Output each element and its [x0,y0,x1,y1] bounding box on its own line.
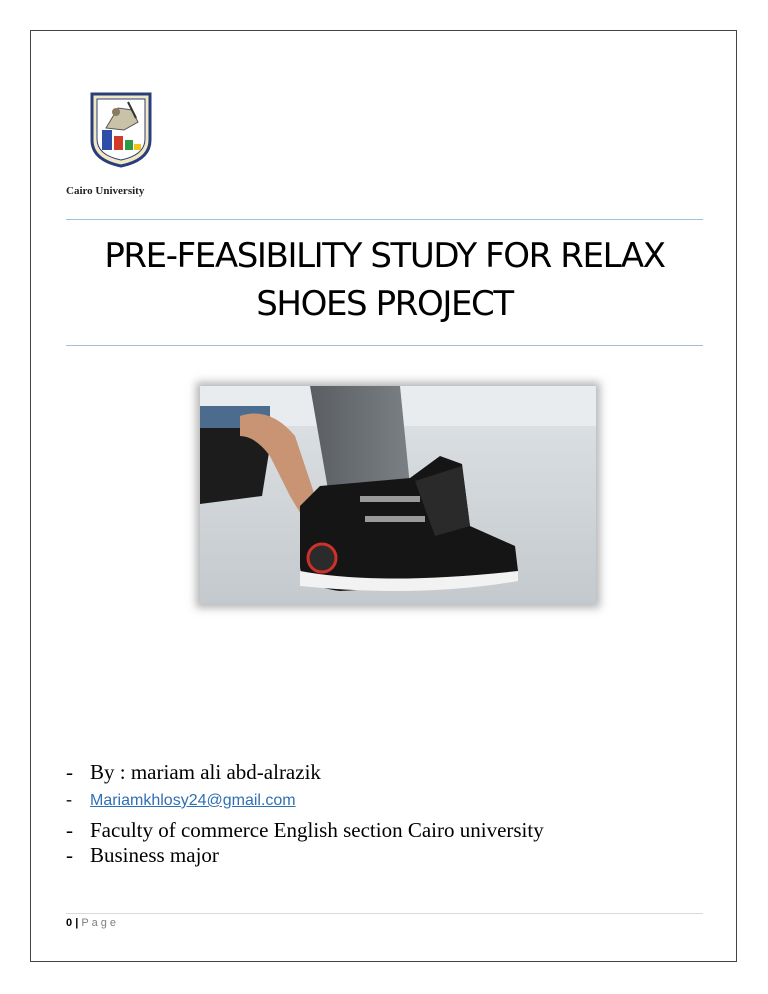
university-seal-icon [88,90,154,168]
bullet-dash: - [66,760,73,784]
title-line-2: SHOES PROJECT [256,284,513,324]
title-rule-top [66,219,703,220]
email-row [66,789,706,810]
bullet-dash: - [66,789,72,809]
footer-separator: | [75,917,79,929]
page-label: Page [81,917,120,929]
faculty-text: Faculty of commerce English section Cairo university [90,818,544,842]
faculty-row [66,818,706,843]
logo-caption: Cairo University [66,185,145,197]
bullet-dash: - [66,818,73,842]
email-link[interactable]: Mariamkhlosy24@gmail.com [90,792,296,809]
shoe-photo-icon [200,386,596,604]
author-info [66,760,706,868]
title-rule-bottom [66,345,703,346]
page-number: 0 [66,917,73,929]
major-text: Business major [90,843,219,867]
shoe-photo [200,386,596,604]
bullet-dash: - [66,843,73,867]
page-footer [66,917,119,929]
major-row [66,843,706,868]
author-by-line: By : mariam ali abd-alrazik [90,760,321,784]
author-row [66,760,706,785]
footer-rule [66,913,703,914]
university-logo [66,90,166,202]
title-line-1: PRE-FEASIBILITY STUDY FOR RELAX [104,236,665,276]
document-title [66,232,703,328]
